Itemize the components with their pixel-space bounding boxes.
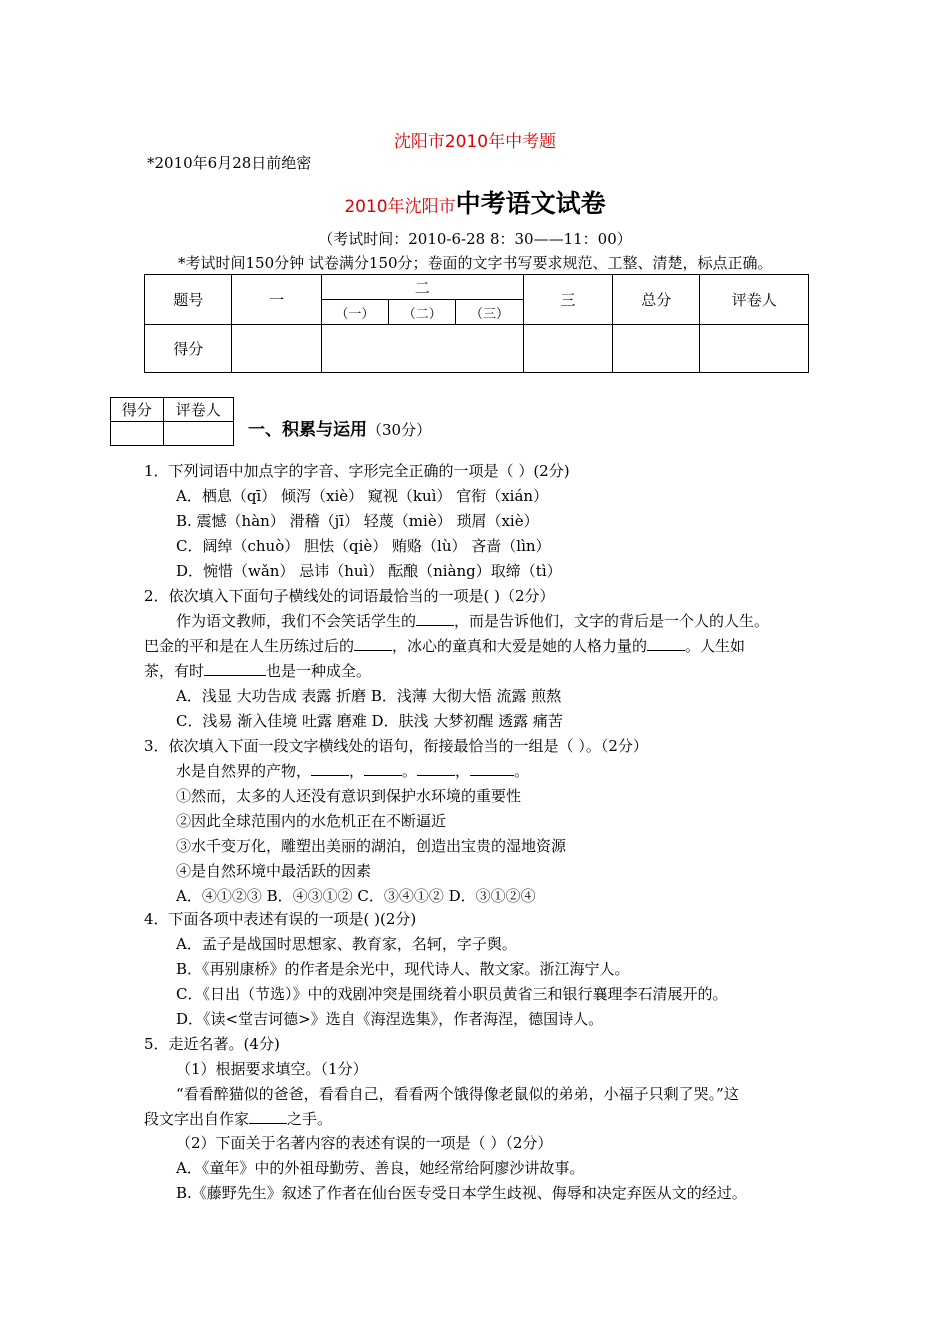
q2-passage-line3 — [144, 661, 371, 681]
blank — [364, 761, 402, 776]
q5-text: 之手。 — [287, 1110, 333, 1128]
blank — [311, 761, 349, 776]
q3-passage — [176, 761, 529, 781]
q3-text: ， — [349, 762, 365, 780]
q5-quote: “看看醉猫似的爸爸，看看自己，看看两个饿得像老鼠似的弟弟，小福子只剩了哭。”这 — [176, 1085, 739, 1103]
top-title: 沈阳市2010年中考题 — [393, 132, 557, 152]
q4-option-c: C．《日出（节选）》中的戏剧冲突是围绕着小职员黄省三和银行襄理李石清展开的。 — [176, 985, 728, 1003]
score-cell — [700, 325, 809, 373]
q1-stem: 1．下列词语中加点字的字音、字形完全正确的一项是（ ）(2分) — [144, 462, 570, 480]
blank — [470, 761, 514, 776]
q1-option-c: C．阔绰（chuò） 胆怯（qiè） 贿赂（lù） 吝啬（lìn） — [176, 537, 551, 555]
score-table — [144, 274, 809, 373]
q4-stem: 4．下面各项中表述有误的一项是( )(2分) — [144, 910, 417, 928]
q2-passage-line1 — [176, 611, 769, 631]
q5-part1: （1）根据要求填空。（1分） — [176, 1060, 368, 1078]
exam-time: （考试时间：2010-6-28 8：30——11：00） — [318, 230, 632, 248]
blank — [417, 761, 455, 776]
score-cell — [321, 325, 523, 373]
q2-options-cd: C．浅易 渐入佳境 吐露 磨难 D．肤浅 大梦初醒 透露 痛苦 — [176, 712, 563, 730]
mini-score-label: 得分 — [111, 398, 164, 422]
q4-option-a: A．孟子是战国时思想家、教育家，名轲，字子舆。 — [176, 935, 517, 953]
mini-cell — [163, 422, 233, 446]
q5-stem: 5．走近名著。(4分) — [144, 1035, 280, 1053]
q5-part2: （2）下面关于名著内容的表述有误的一项是（ ）（2分） — [176, 1134, 553, 1152]
score-head-3: 三 — [523, 275, 612, 325]
q2-options-ab: A．浅显 大功告成 表露 折磨 B．浅薄 大彻大悟 流露 煎熬 — [176, 687, 562, 705]
q3-options: A．④①②③ B．④③①② C．③④①② D．③①②④ — [176, 887, 536, 905]
q3-text: ， — [455, 762, 471, 780]
secret-note: *2010年6月28日前绝密 — [147, 154, 312, 172]
q5-option-b: B.《藤野先生》叙述了作者在仙台医专受日本学生歧视、侮辱和决定弃医从文的经过。 — [176, 1184, 747, 1202]
q1-option-a: A．栖息（qī） 倾泻（xiè） 窥视（kuì） 官衔（xián） — [176, 487, 549, 505]
q3-item-1: ①然而，太多的人还没有意识到保护水环境的重要性 — [176, 787, 522, 805]
score-head-total: 总分 — [613, 275, 700, 325]
blank — [647, 636, 685, 651]
mini-grader-label: 评卷人 — [163, 398, 233, 422]
q3-item-2: ②因此全球范围内的水危机正在不断逼近 — [176, 812, 447, 830]
section-1-points: （30分） — [367, 421, 432, 439]
q2-text: ，而是告诉他们，文字的背后是一个人的人生。 — [454, 612, 770, 630]
score-sub-2: （二） — [389, 300, 456, 325]
blank — [354, 636, 392, 651]
q1-option-d: D．惋惜（wǎn） 忌讳（huì） 酝酿（niàng）取缔（tì） — [176, 562, 562, 580]
q4-option-b: B．《再别康桥》的作者是余光中，现代诗人、散文家。浙江海宁人。 — [176, 960, 630, 978]
q5-quote-source — [144, 1109, 332, 1129]
q3-stem: 3．依次填入下面一段文字横线处的语句，衔接最恰当的一组是（ ）。（2分） — [144, 737, 648, 755]
blank — [249, 1109, 287, 1124]
section-1-heading: 一、积累与运用 — [248, 420, 367, 440]
score-sub-1: （一） — [321, 300, 388, 325]
main-title-main: 中考语文试卷 — [455, 189, 606, 218]
q5-text: 段文字出自作家 — [144, 1110, 250, 1128]
score-head-2: 二 — [321, 275, 523, 300]
main-title-prefix: 2010年沈阳市 — [344, 197, 456, 217]
mini-cell — [111, 422, 164, 446]
score-row-label: 得分 — [145, 325, 232, 373]
q2-text: 。人生如 — [685, 637, 746, 655]
main-title — [0, 184, 950, 220]
score-head-grader: 评卷人 — [700, 275, 809, 325]
score-head-1: 一 — [232, 275, 321, 325]
q3-item-3: ③水千变万化，雕塑出美丽的湖泊，创造出宝贵的湿地资源 — [176, 837, 567, 855]
q5-option-a: A．《童年》中的外祖母勤劳、善良，她经常给阿廖沙讲故事。 — [176, 1159, 585, 1177]
q3-text: 。 — [402, 762, 418, 780]
q3-text: 。 — [514, 762, 530, 780]
q2-text: 也是一种成全。 — [266, 662, 372, 680]
score-cell — [523, 325, 612, 373]
q3-item-4: ④是自然环境中最活跃的因素 — [176, 862, 372, 880]
q2-text: 茶，有时 — [144, 662, 205, 680]
q2-passage-line2 — [144, 636, 745, 656]
score-cell — [613, 325, 700, 373]
exam-note: *考试时间150分钟 试卷满分150分；卷面的文字书写要求规范、工整、清楚，标点正确。 — [178, 254, 773, 272]
blank — [204, 661, 266, 676]
q2-stem: 2．依次填入下面句子横线处的词语最恰当的一项是( )（2分） — [144, 587, 555, 605]
q2-text: 巴金的平和是在人生历练过后的 — [144, 637, 355, 655]
q2-text: ，冰心的童真和大爱是她的人格力量的 — [392, 637, 648, 655]
section-1-title — [248, 415, 431, 440]
score-cell — [232, 325, 321, 373]
q4-option-d: D．《读<堂吉诃德>》选自《海涅选集》，作者海涅，德国诗人。 — [176, 1010, 604, 1028]
score-sub-3: （三） — [456, 300, 523, 325]
section-score-table — [110, 397, 234, 446]
blank — [416, 611, 454, 626]
q1-option-b: B. 震憾（hàn） 滑稽（jī） 轻蔑（miè） 琐屑（xiè） — [176, 512, 539, 530]
score-head-number: 题号 — [145, 275, 232, 325]
q3-text: 水是自然界的产物， — [176, 762, 312, 780]
q2-text: 作为语文教师，我们不会笑话学生的 — [176, 612, 417, 630]
